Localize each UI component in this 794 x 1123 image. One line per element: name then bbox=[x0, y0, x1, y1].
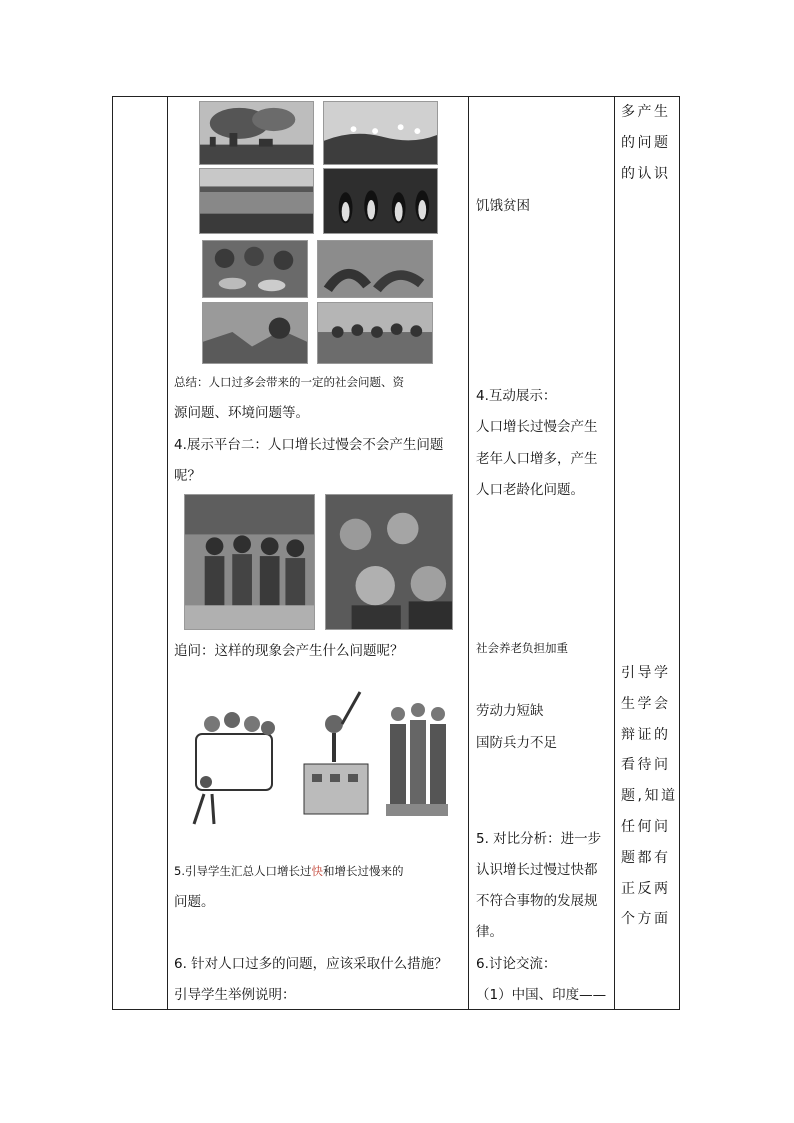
elderly-burden-cartoon bbox=[184, 684, 284, 832]
begging-hands-photo bbox=[317, 240, 433, 298]
compare-line-1: 5. 对比分析：进一步 bbox=[476, 831, 602, 847]
air-pollution-photo bbox=[199, 101, 314, 165]
hungry-children-photo bbox=[202, 240, 308, 298]
item5-line-1 bbox=[174, 856, 403, 886]
column-divider bbox=[468, 96, 469, 1010]
discuss-title: 6.讨论交流： bbox=[476, 956, 557, 972]
item5-line-2: 问题。 bbox=[174, 894, 215, 910]
labor-shortage: 劳动力短缺 bbox=[476, 703, 544, 719]
penguins-photo bbox=[323, 168, 438, 234]
item5-text-fast: 快 bbox=[311, 864, 323, 878]
compare-line-3: 不符合事物的发展规 bbox=[476, 893, 598, 909]
column-divider bbox=[167, 96, 168, 1010]
queue-crowd-photo bbox=[317, 302, 433, 364]
item6-line-2: 引导学生举例说明： bbox=[174, 987, 296, 1003]
interact-line-1: 人口增长过慢会产生 bbox=[476, 419, 598, 435]
compare-line-2: 认识增长过慢过快都 bbox=[476, 862, 598, 878]
interact-title: 4.互动展示： bbox=[476, 388, 557, 404]
compare-line-4: 律。 bbox=[476, 924, 503, 940]
item6-line-1: 6. 针对人口过多的问题，应该采取什么措施？ bbox=[174, 956, 448, 972]
item5-text-b: 和增长过慢来的 bbox=[322, 864, 404, 878]
column-divider bbox=[614, 96, 615, 1010]
summary-line-2: 源问题、环境问题等。 bbox=[174, 405, 309, 421]
pension-burden: 社会养老负担加重 bbox=[476, 641, 568, 655]
hunger-poverty: 饥饿贫困 bbox=[476, 198, 530, 214]
child-eating-photo bbox=[202, 302, 308, 364]
china-india-line: （1）中国、印度—— bbox=[476, 987, 607, 1003]
item5-text-a: 5.引导学生汇总人口增长过 bbox=[174, 864, 312, 878]
followup-question: 追问：这样的现象会产生什么问题呢？ bbox=[174, 643, 404, 659]
elderly-bench-photo bbox=[184, 494, 315, 630]
defense-shortage: 国防兵力不足 bbox=[476, 735, 557, 751]
interact-line-2: 老年人口增多，产生 bbox=[476, 451, 598, 467]
interact-line-3: 人口老龄化问题。 bbox=[476, 482, 584, 498]
polluted-river-photo bbox=[199, 168, 314, 234]
design-intent-bottom: 引导学生学会辩证的看待问题,知道任何问题都有正反两个方面 bbox=[621, 665, 678, 928]
waste-birds-photo bbox=[323, 101, 438, 165]
design-intent-top: 多产生的问题的认识 bbox=[621, 104, 671, 182]
elderly-men-photo bbox=[325, 494, 453, 630]
platform2-line-2: 呢？ bbox=[174, 468, 201, 484]
soldier-shortage-cartoon bbox=[376, 684, 456, 832]
platform2-line-1: 4.展示平台二：人口增长过慢会不会产生问题 bbox=[174, 437, 444, 453]
summary-line-1: 总结：人口过多会带来的一定的社会问题、资 bbox=[174, 375, 404, 389]
worker-shortage-cartoon bbox=[288, 684, 378, 832]
